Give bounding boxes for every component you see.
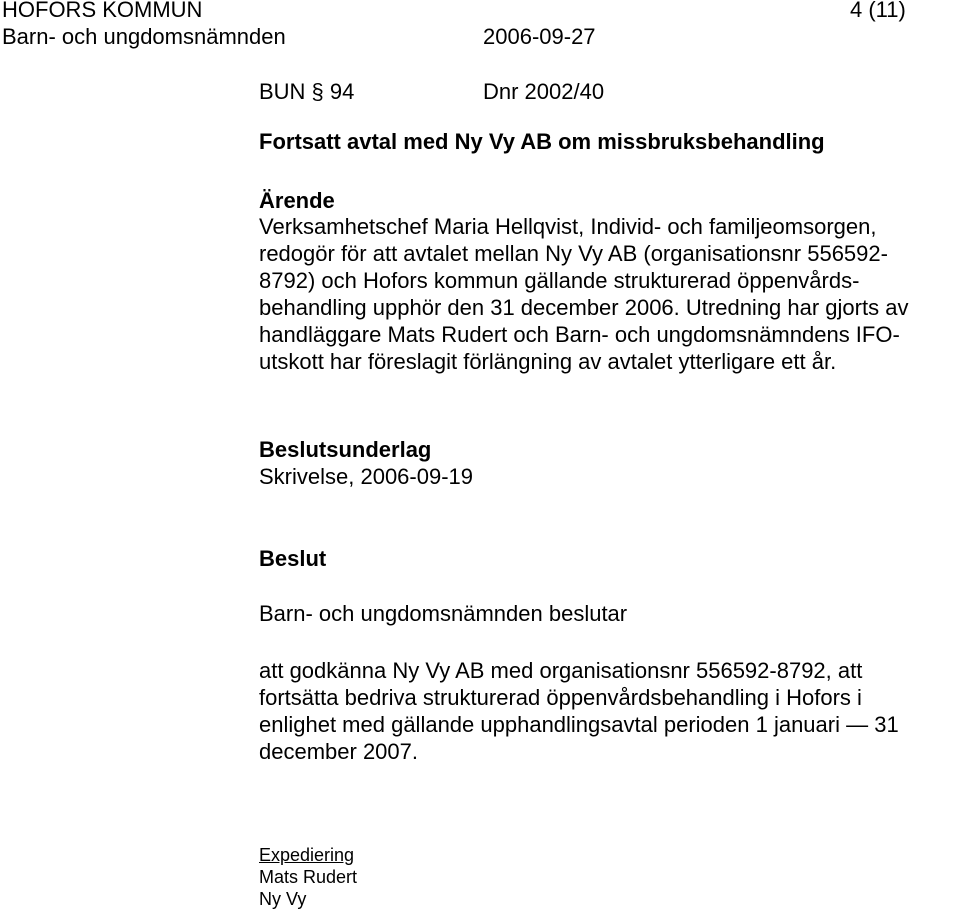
arende-body [259,213,949,375]
header-org: HOFORS KOMMUN [2,0,203,22]
beslut-heading: Beslut [259,546,327,571]
arende-line: Verksamhetschef Maria Hellqvist, Individ- och familjeomsorgen, [259,214,877,239]
header-date: 2006-09-27 [483,24,596,49]
arende-line: utskott har föreslagit förlängning av avtalet ytterligare ett år. [259,349,837,374]
beslut-intro: Barn- och ungdomsnämnden beslutar [259,601,628,626]
arende-line: behandling upphör den 31 december 2006. Utredning har gjorts av [259,295,909,320]
expediering-recipient: Ny Vy [259,889,307,909]
arende-line: redogör för att avtalet mellan Ny Vy AB (organisationsnr 556592- [259,241,888,266]
page-number: 4 (11) [850,0,906,22]
header-board: Barn- och ungdomsnämnden [2,24,286,49]
expediering-recipient: Mats Rudert [259,867,358,887]
page-title: Fortsatt avtal med Ny Vy AB om missbruksbehandling [259,129,825,154]
beslut-line: enlighet med gällande upphandlingsavtal perioden 1 januari — 31 [259,712,899,737]
paragraph-id: BUN § 94 [259,79,355,104]
expediering-heading: Expediering [259,845,355,865]
beslutsunderlag-text: Skrivelse, 2006-09-19 [259,464,474,489]
arende-line: handläggare Mats Rudert och Barn- och ungdomsnämndens IFO- [259,322,900,347]
beslut-line: att godkänna Ny Vy AB med organisationsnr 556592-8792, att [259,658,863,683]
arende-line: 8792) och Hofors kommun gällande strukturerad öppenvårds- [259,268,860,293]
beslut-line: december 2007. [259,739,418,764]
beslut-line: fortsätta bedriva strukturerad öppenvårdsbehandling i Hofors i [259,685,862,710]
arende-heading: Ärende [259,188,335,213]
beslut-body [259,657,949,765]
diary-number: Dnr 2002/40 [483,79,605,104]
beslutsunderlag-heading: Beslutsunderlag [259,437,432,462]
